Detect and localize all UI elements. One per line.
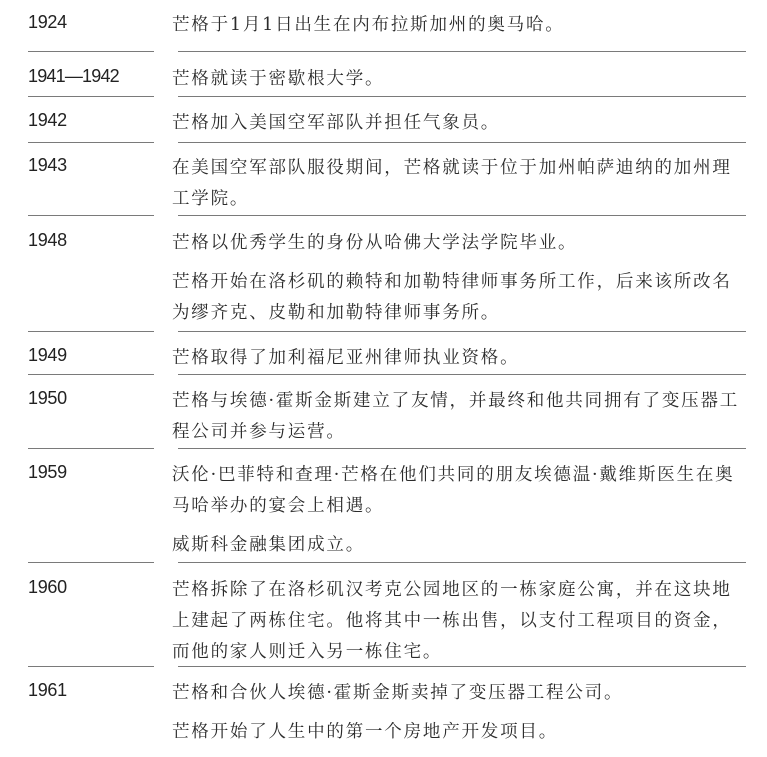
row-divider xyxy=(28,142,746,143)
event-list xyxy=(172,10,747,41)
event-text: 芒格于1月1日出生在内布拉斯加州的奥马哈。 xyxy=(172,15,565,35)
event-text: 芒格加入美国空军部队并担任气象员。 xyxy=(172,113,501,133)
event-text: 在美国空军部队服役期间，芒格就读于位于加州帕萨迪纳的加州理工学院。 xyxy=(172,158,732,209)
year-label: 1961 xyxy=(28,680,67,700)
year-label: 1924 xyxy=(28,12,67,32)
event-text: 芒格与埃德·霍斯金斯建立了友情，并最终和他共同拥有了变压器工程公司并参与运营。 xyxy=(172,391,740,442)
event-list xyxy=(172,386,747,448)
row-divider xyxy=(28,374,746,375)
event-list xyxy=(172,460,747,561)
event-list xyxy=(172,228,747,329)
year-label: 1960 xyxy=(28,577,67,597)
event-text: 威斯科金融集团成立。 xyxy=(172,535,365,555)
event-list xyxy=(172,343,747,374)
year-label: 1950 xyxy=(28,388,67,408)
event-text: 芒格就读于密歇根大学。 xyxy=(172,69,385,89)
row-divider xyxy=(28,331,746,332)
row-divider xyxy=(28,51,746,52)
event-list xyxy=(172,64,747,95)
event-text: 芒格和合伙人埃德·霍斯金斯卖掉了变压器工程公司。 xyxy=(172,683,624,703)
row-divider xyxy=(28,215,746,216)
event-list xyxy=(172,153,747,215)
event-text: 芒格以优秀学生的身份从哈佛大学法学院毕业。 xyxy=(172,233,578,253)
event-list xyxy=(172,108,747,139)
event-text: 芒格开始在洛杉矶的赖特和加勒特律师事务所工作，后来该所改名为缪齐克、皮勒和加勒特律师事务所。 xyxy=(172,272,732,323)
row-divider xyxy=(28,96,746,97)
row-divider xyxy=(28,448,746,449)
year-label: 1949 xyxy=(28,345,67,365)
event-text: 沃伦·巴菲特和查理·芒格在他们共同的朋友埃德温·戴维斯医生在奥马哈举办的宴会上相遇。 xyxy=(172,465,735,516)
row-divider xyxy=(28,562,746,563)
year-label: 1959 xyxy=(28,462,67,482)
event-list xyxy=(172,678,747,748)
event-text: 芒格拆除了在洛杉矶汉考克公园地区的一栋家庭公寓，并在这块地上建起了两栋住宅。他将其中一栋出售，以支付工程项目的资金，而他的家人则迁入另一栋住宅。 xyxy=(172,580,732,662)
year-label: 1941—1942 xyxy=(28,66,119,86)
event-list xyxy=(172,575,747,668)
year-label: 1942 xyxy=(28,110,67,130)
event-text: 芒格开始了人生中的第一个房地产开发项目。 xyxy=(172,722,558,742)
row-divider xyxy=(28,666,746,667)
event-text: 芒格取得了加利福尼亚州律师执业资格。 xyxy=(172,348,520,368)
year-label: 1948 xyxy=(28,230,67,250)
year-label: 1943 xyxy=(28,155,67,175)
